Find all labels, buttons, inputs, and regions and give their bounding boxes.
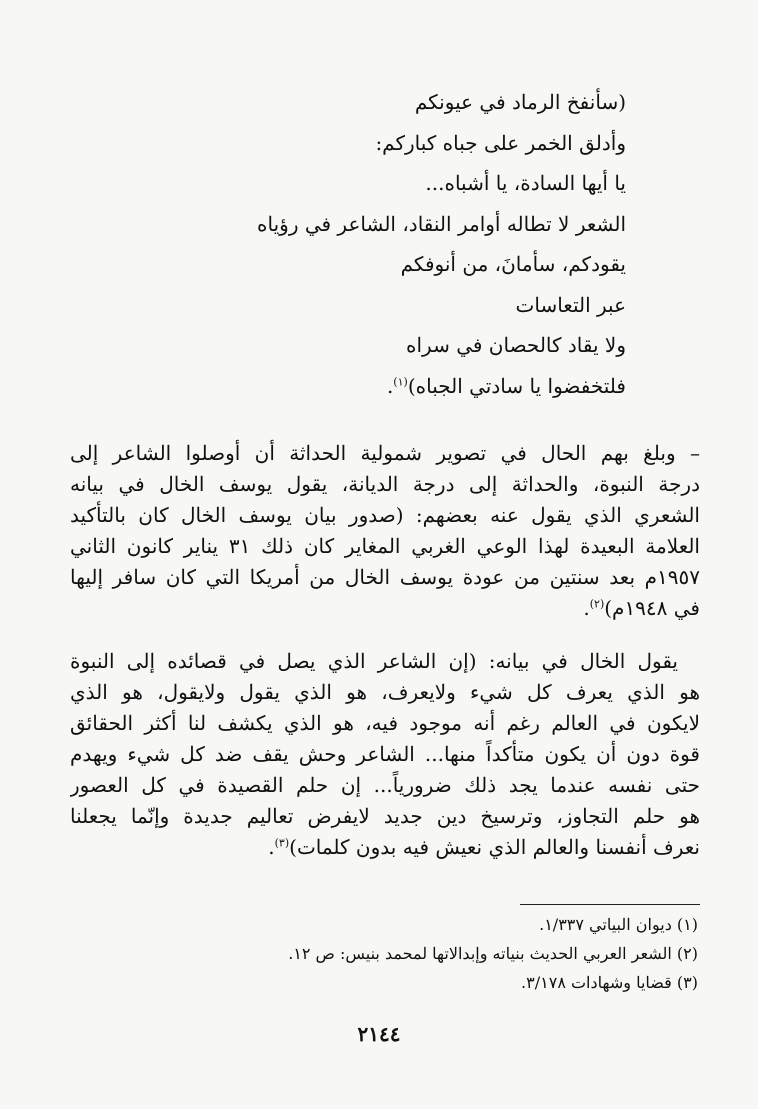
page-number: ٢١٤٤ — [357, 1022, 401, 1046]
footnote-3: (٣) قضايا وشهادات ٣/١٧٨. — [521, 973, 698, 992]
paragraph-line-last — [70, 832, 700, 863]
paragraph-line: الشعري الذي يقول عنه بعضهم: (صدور بيان يوسف الخال كان بالتأكيد — [70, 503, 700, 527]
paragraph-line: هو الذي يعرف كل شيء ولايعرف، هو الذي يقول ولايقول، هو الذي — [70, 680, 700, 704]
poem-line: يا أيها السادة، يا أشباه... — [425, 171, 626, 195]
paragraph-line: ١٩٥٧م بعد سنتين من عودة يوسف الخال من أمريكا التي كان سافر إليها — [70, 565, 700, 589]
poem-line-text: فلتخفضوا يا سادتي الجباه) — [407, 373, 626, 398]
paragraph-line: قوة دون أن يكون متأكداً منها... الشاعر وحش يقف ضد كل شيء ويهدم — [70, 742, 700, 766]
paragraph-end: . — [268, 835, 275, 859]
poem-line: (سأنفخ الرماد في عيونكم — [414, 90, 626, 114]
paragraph-1 — [70, 438, 700, 624]
paragraph-line: درجة النبوة، والحداثة إلى درجة الديانة، يقول يوسف الخال في بيانه — [70, 472, 700, 496]
poem-line: الشعر لا تطاله أوامر النقاد، الشاعر في رؤياه — [257, 211, 626, 236]
paragraph-line: يقول الخال في بيانه: (إن الشاعر الذي يصل في قصائده إلى النبوة — [70, 649, 678, 673]
poem-line: عبر التعاسات — [515, 292, 626, 317]
paragraph-line: هو حلم التجاوز، وترسيخ دين جديد لايفرض تعاليم جديدة وإنّما يجعلنا — [70, 804, 700, 828]
paragraph-line-last — [70, 593, 700, 624]
paragraph-line: لايكون في العالم رغم أنه موجود فيه، هو الذي يكشف لنا أكثر الحقائق — [70, 711, 700, 735]
footnotes — [58, 910, 698, 997]
poem-block — [86, 82, 626, 406]
paragraph-line: حتى نفسه عندما يجد ذلك ضرورياً... إن حلم القصيدة في كل العصور — [70, 773, 700, 797]
paragraph-line: العلامة البعيدة لهذا الوعي الغربي المغاير كان ذلك ٣١ يناير كانون الثاني — [70, 534, 700, 558]
footnote-ref-1: (١) — [393, 374, 408, 388]
paragraph-line: – وبلغ بهم الحال في تصوير شمولية الحداثة أن أوصلوا الشاعر إلى — [70, 441, 700, 465]
paragraph-2 — [70, 646, 700, 863]
poem-line-end: . — [386, 373, 394, 398]
poem-line: وأدلق الخمر على جباه كباركم: — [375, 130, 626, 155]
poem-line-last — [86, 366, 626, 407]
footnote-ref-3: (٣) — [274, 836, 290, 850]
footnote-ref-2: (٢) — [589, 597, 605, 611]
paragraph-text: نعرف أنفسنا والعالم الذي نعيش فيه بدون كلمات) — [289, 835, 700, 859]
paragraph-text: في ١٩٤٨م) — [604, 596, 700, 620]
poem-line: يقودكم، سأمانَ، من أنوفكم — [400, 252, 626, 276]
footnote-separator — [520, 904, 700, 905]
footnote-2: (٢) الشعر العربي الحديث بنياته وإبدالاتها لمحمد بنيس: ص ١٢. — [288, 944, 698, 963]
poem-line: ولا يقاد كالحصان في سراه — [406, 333, 626, 357]
footnote-1: (١) ديوان البياتي ١/٣٣٧. — [539, 915, 698, 934]
paragraph-end: . — [583, 596, 590, 620]
